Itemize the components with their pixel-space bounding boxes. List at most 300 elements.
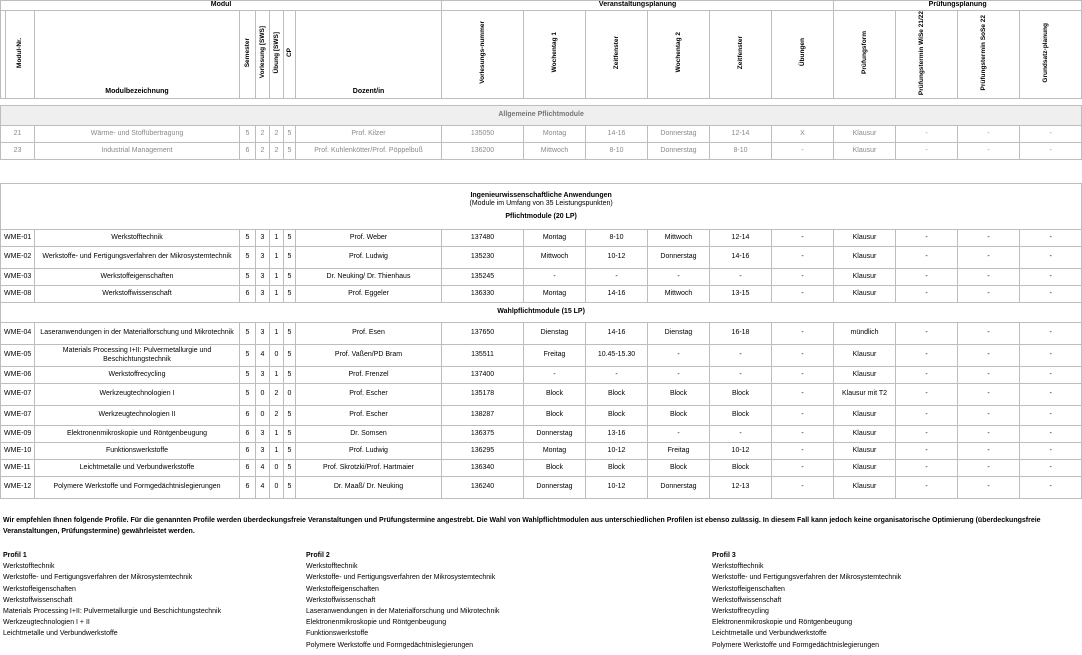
table-cell: -: [958, 126, 1020, 143]
table-cell: -: [896, 345, 958, 367]
table-cell: Prof. Weber: [296, 230, 442, 247]
table-cell: Montag: [524, 230, 586, 247]
table-cell: 2: [270, 143, 284, 160]
table-cell: -: [958, 426, 1020, 443]
table-cell: 136340: [442, 460, 524, 477]
table-cell: 14-16: [586, 126, 648, 143]
table-cell: Prof. Skrotzki/Prof. Hartmaier: [296, 460, 442, 477]
col-wochentag-2: Wochentag 2: [648, 10, 710, 99]
table-cell: 0: [256, 384, 270, 406]
table-cell: 135511: [442, 345, 524, 367]
table-cell: 5: [284, 426, 296, 443]
table-cell: -: [958, 247, 1020, 269]
table-cell: -: [896, 426, 958, 443]
profile-item: Werkstoffeigenschaften: [306, 585, 379, 593]
table-cell: WME-01: [1, 230, 35, 247]
table-cell: 1: [270, 230, 284, 247]
table-cell: Klausur: [834, 247, 896, 269]
profile-item: Werkstoffrecycling: [712, 608, 769, 616]
table-cell: Klausur: [834, 286, 896, 303]
table-cell: Block: [648, 384, 710, 406]
table-cell: Elektronenmikroskopie und Röntgenbeugung: [35, 426, 240, 443]
table-cell: 13-16: [586, 426, 648, 443]
table-cell: Block: [710, 460, 772, 477]
table-cell: -: [896, 323, 958, 345]
table-cell: -: [1020, 247, 1082, 269]
table-cell: WME-07: [1, 406, 35, 426]
table-cell: 2: [270, 384, 284, 406]
profile-1: [3, 550, 221, 640]
table-row: [1, 269, 1082, 286]
table-cell: -: [958, 406, 1020, 426]
table-cell: 5: [284, 286, 296, 303]
table-cell: 6: [240, 143, 256, 160]
table-row: [1, 460, 1082, 477]
table-cell: 0: [256, 406, 270, 426]
table-cell: 135050: [442, 126, 524, 143]
table-cell: -: [772, 345, 834, 367]
table-row: [1, 443, 1082, 460]
table-cell: 6: [240, 460, 256, 477]
table-cell: -: [648, 367, 710, 384]
table-cell: Block: [524, 406, 586, 426]
table-cell: Leichtmetalle und Verbundwerkstoffe: [35, 460, 240, 477]
table-cell: 10-12: [586, 247, 648, 269]
table-cell: Dienstag: [648, 323, 710, 345]
table-row: [1, 345, 1082, 367]
table-cell: -: [524, 367, 586, 384]
col-pruefungstermin-wise: Prüfungstermin WiSe 21/22: [896, 10, 958, 99]
table-cell: -: [1020, 477, 1082, 499]
table-cell: Klausur: [834, 345, 896, 367]
table-cell: Klausur: [834, 477, 896, 499]
table-cell: -: [1020, 126, 1082, 143]
table-cell: Prof. Escher: [296, 384, 442, 406]
table-cell: Werkstoffwissenschaft: [35, 286, 240, 303]
table-cell: 10-12: [710, 443, 772, 460]
table-cell: 5: [284, 443, 296, 460]
table-row: [1, 247, 1082, 269]
table-cell: -: [772, 323, 834, 345]
table-cell: 1: [270, 286, 284, 303]
table-cell: 13-15: [710, 286, 772, 303]
table-cell: 5: [240, 367, 256, 384]
table-cell: -: [648, 426, 710, 443]
col-pruefungstermin-sose: Prüfungstermin SoSe 22: [958, 10, 1020, 99]
pflicht-allgemein-table: [0, 105, 1082, 160]
table-cell: WME-10: [1, 443, 35, 460]
table-cell: Dienstag: [524, 323, 586, 345]
table-cell: 5: [284, 460, 296, 477]
profile-item: Werkstoffe- und Fertigungsverfahren der Mikrosystemtechnik: [306, 574, 496, 582]
table-cell: 5: [284, 126, 296, 143]
table-cell: Werkzeugtechnologien II: [35, 406, 240, 426]
table-cell: 5: [240, 345, 256, 367]
table-cell: 135230: [442, 247, 524, 269]
table-cell: 16-18: [710, 323, 772, 345]
table-cell: Montag: [524, 126, 586, 143]
table-cell: -: [958, 269, 1020, 286]
table-row: [1, 384, 1082, 406]
profile-item: Werkstofftechnik: [3, 563, 55, 571]
table-cell: -: [772, 230, 834, 247]
col-wochentag-1: Wochentag 1: [524, 10, 586, 99]
table-cell: WME-03: [1, 269, 35, 286]
col-vorlesungsnummer: Vorlesungs-nummer: [442, 10, 524, 99]
profile-item: Werkstoffwissenschaft: [3, 596, 73, 604]
table-cell: -: [958, 460, 1020, 477]
table-cell: 5: [284, 406, 296, 426]
table-cell: Donnerstag: [524, 426, 586, 443]
table-cell: Donnerstag: [524, 477, 586, 499]
ingenieur-table: [0, 183, 1082, 499]
table-cell: 0: [270, 477, 284, 499]
table-cell: -: [1020, 286, 1082, 303]
table-cell: -: [958, 384, 1020, 406]
table-cell: Klausur: [834, 126, 896, 143]
col-modulbezeichnung: Modulbezeichnung: [35, 10, 240, 99]
table-cell: 5: [240, 269, 256, 286]
table-cell: Block: [710, 406, 772, 426]
table-cell: 14-16: [710, 247, 772, 269]
table-cell: 12-14: [710, 126, 772, 143]
table-cell: Klausur: [834, 443, 896, 460]
table-cell: -: [772, 286, 834, 303]
table-cell: Klausur: [834, 426, 896, 443]
table-cell: -: [710, 269, 772, 286]
col-uebungen: Übungen: [772, 10, 834, 99]
table-cell: 136295: [442, 443, 524, 460]
section-title-ingenieur: [1, 184, 1082, 230]
table-cell: 3: [256, 367, 270, 384]
profile-item: Polymere Werkstoffe und Formgedächtnislegierungen: [306, 641, 474, 649]
notes: [3, 515, 1073, 537]
table-cell: 1: [270, 247, 284, 269]
table-cell: -: [772, 384, 834, 406]
profile-item: Materials Processing I+II: Pulvermetallurgie und Beschichtungstechnik: [3, 608, 222, 616]
table-cell: -: [896, 269, 958, 286]
col-pruefungsform: Prüfungsform: [834, 10, 896, 99]
table-cell: Prof. Esen: [296, 323, 442, 345]
profile-item: Laseranwendungen in der Materialforschung und Mikrotechnik: [306, 608, 500, 616]
table-cell: -: [896, 230, 958, 247]
profile-title: Profil 1: [3, 552, 27, 559]
table-cell: 8-10: [586, 143, 648, 160]
table-cell: 6: [240, 477, 256, 499]
pflicht-title: Pflichtmodule (20 LP): [505, 212, 577, 220]
col-uebung: Übung [SWS]: [270, 10, 284, 99]
table-cell: WME-02: [1, 247, 35, 269]
table-cell: 5: [284, 367, 296, 384]
table-cell: -: [958, 323, 1020, 345]
table-cell: 3: [256, 269, 270, 286]
table-cell: Dr. Maaß/ Dr. Neuking: [296, 477, 442, 499]
table-cell: -: [1020, 460, 1082, 477]
table-cell: Laseranwendungen in der Materialforschung und Mikrotechnik: [35, 323, 240, 345]
table-cell: -: [1020, 443, 1082, 460]
table-cell: Dr. Somsen: [296, 426, 442, 443]
profile-item: Werkstoffe- und Fertigungsverfahren der Mikrosystemtechnik: [712, 574, 902, 582]
table-cell: -: [958, 443, 1020, 460]
table-cell: -: [1020, 323, 1082, 345]
table-cell: 0: [284, 384, 296, 406]
table-cell: 136200: [442, 143, 524, 160]
table-cell: Klausur mit T2: [834, 384, 896, 406]
table-cell: WME-09: [1, 426, 35, 443]
table-cell: 6: [240, 406, 256, 426]
table-cell: WME-12: [1, 477, 35, 499]
table-cell: -: [896, 143, 958, 160]
table-cell: WME-11: [1, 460, 35, 477]
table-cell: 136375: [442, 426, 524, 443]
table-cell: Wärme- und Stoffübertragung: [35, 126, 240, 143]
table-cell: 5: [240, 247, 256, 269]
table-cell: -: [1020, 345, 1082, 367]
table-cell: Mittwoch: [648, 286, 710, 303]
table-cell: -: [772, 460, 834, 477]
profile-item: Werkstoffe- und Fertigungsverfahren der Mikrosystemtechnik: [3, 574, 193, 582]
table-cell: 2: [256, 126, 270, 143]
table-cell: Werkstoffeigenschaften: [35, 269, 240, 286]
table-cell: Prof. Kuhlenkötter/Prof. Pöppelbuß: [296, 143, 442, 160]
table-cell: Prof. Escher: [296, 406, 442, 426]
table-cell: -: [896, 126, 958, 143]
table-cell: Funktionswerkstoffe: [35, 443, 240, 460]
col-vorlesung: Vorlesung [SWS]: [256, 10, 270, 99]
table-cell: Block: [586, 406, 648, 426]
table-cell: 136330: [442, 286, 524, 303]
table-cell: 8-10: [710, 143, 772, 160]
table-cell: -: [896, 443, 958, 460]
profile-item: Werkstofftechnik: [712, 563, 764, 571]
group-veranstaltungsplanung: Veranstaltungsplanung: [442, 1, 834, 11]
table-cell: Mittwoch: [524, 143, 586, 160]
table-cell: -: [896, 477, 958, 499]
table-cell: Block: [648, 406, 710, 426]
table-cell: 10-12: [586, 443, 648, 460]
col-grundsatzplanung: Grundsatz-planung: [1020, 10, 1082, 99]
table-cell: WME-04: [1, 323, 35, 345]
table-cell: -: [710, 426, 772, 443]
table-cell: WME-07: [1, 384, 35, 406]
table-cell: 4: [256, 477, 270, 499]
table-cell: 1: [270, 426, 284, 443]
table-cell: -: [958, 477, 1020, 499]
table-row: [1, 367, 1082, 384]
table-cell: Block: [524, 460, 586, 477]
table-cell: -: [1020, 384, 1082, 406]
profile-title: Profil 3: [712, 552, 736, 559]
table-cell: -: [772, 443, 834, 460]
table-cell: Block: [648, 460, 710, 477]
table-cell: -: [1020, 143, 1082, 160]
table-cell: -: [958, 286, 1020, 303]
table-cell: -: [1020, 406, 1082, 426]
table-row: [1, 230, 1082, 247]
table-cell: 5: [284, 345, 296, 367]
table-cell: Werkstoffrecycling: [35, 367, 240, 384]
table-cell: Prof. Vaßen/PD Bram: [296, 345, 442, 367]
col-dozent: Dozent/in: [296, 10, 442, 99]
table-cell: -: [772, 426, 834, 443]
table-cell: -: [896, 406, 958, 426]
table-cell: 5: [240, 126, 256, 143]
table-cell: Werkstofftechnik: [35, 230, 240, 247]
table-cell: 3: [256, 286, 270, 303]
profile-item: Funktionswerkstoffe: [306, 630, 369, 638]
table-cell: 5: [284, 230, 296, 247]
table-cell: 3: [256, 443, 270, 460]
table-cell: Klausur: [834, 230, 896, 247]
table-cell: -: [648, 269, 710, 286]
table-cell: 14-16: [586, 323, 648, 345]
table-cell: 0: [270, 345, 284, 367]
table-cell: Block: [586, 384, 648, 406]
table-cell: 136240: [442, 477, 524, 499]
table-cell: Donnerstag: [648, 143, 710, 160]
table-row: [1, 286, 1082, 303]
table-cell: -: [958, 143, 1020, 160]
table-cell: mündlich: [834, 323, 896, 345]
table-cell: -: [772, 367, 834, 384]
table-cell: 1: [270, 443, 284, 460]
table-cell: -: [896, 367, 958, 384]
table-cell: 5: [284, 323, 296, 345]
profile-title: Profil 2: [306, 552, 330, 559]
table-cell: -: [1020, 367, 1082, 384]
table-cell: 2: [270, 406, 284, 426]
col-zeitfenster-1: Zeitfenster: [586, 10, 648, 99]
table-cell: WME-08: [1, 286, 35, 303]
table-cell: 5: [284, 269, 296, 286]
table-cell: 12-13: [710, 477, 772, 499]
table-cell: 21: [1, 126, 35, 143]
table-cell: 137480: [442, 230, 524, 247]
table-cell: -: [958, 230, 1020, 247]
table-cell: 6: [240, 286, 256, 303]
table-cell: X: [772, 126, 834, 143]
wahl-title: Wahlpflichtmodule (15 LP): [1, 303, 1082, 323]
profile-item: Werkstofftechnik: [306, 563, 358, 571]
table-cell: 3: [256, 323, 270, 345]
table-row: [1, 477, 1082, 499]
table-row: [1, 426, 1082, 443]
table-cell: 3: [256, 230, 270, 247]
table-cell: 4: [256, 345, 270, 367]
table-cell: -: [710, 367, 772, 384]
profile-3: [712, 550, 901, 651]
table-cell: Donnerstag: [648, 247, 710, 269]
table-cell: Polymere Werkstoffe und Formgedächtnislegierungen: [35, 477, 240, 499]
intro-text: Wir empfehlen Ihnen folgende Profile. Für die genannten Profile werden überdeckungsfreie Veranstaltungen und Prüfungstermine angestrebt. Die Wahl von Wahlpflichtmodulen aus unterschiedlichen Profilen ist ebenso zulässig. In diesem Fall kann jedoch keine organisatorische Optimierung (überdeckungsfreie Veranstaltungen, Prüfungstermine) gewährleistet werden.: [3, 517, 1041, 535]
table-cell: 137650: [442, 323, 524, 345]
table-cell: Materials Processing I+II: Pulvermetallurgie und Beschichtungstechnik: [35, 345, 240, 367]
profile-item: Elektronenmikroskopie und Röntgenbeugung: [712, 619, 853, 627]
table-cell: 5: [284, 143, 296, 160]
table-row: [1, 406, 1082, 426]
table-cell: 3: [256, 426, 270, 443]
table-cell: -: [896, 384, 958, 406]
table-cell: 23: [1, 143, 35, 160]
profile-item: Polymere Werkstoffe und Formgedächtnislegierungen: [712, 641, 880, 649]
table-cell: Mittwoch: [648, 230, 710, 247]
profile-item: Werkzeugtechnologien I + II: [3, 619, 90, 627]
table-cell: 135178: [442, 384, 524, 406]
profile-2: [306, 550, 499, 651]
table-cell: -: [896, 286, 958, 303]
table-cell: -: [896, 247, 958, 269]
table-cell: WME-06: [1, 367, 35, 384]
table-cell: 2: [256, 143, 270, 160]
section-title: Ingenieurwissenschaftliche Anwendungen: [470, 191, 612, 199]
table-cell: -: [1020, 269, 1082, 286]
section-subtitle: (Module im Umfang von 35 Leistungspunkten): [469, 200, 613, 208]
profile-item: Leichtmetalle und Verbundwerkstoffe: [712, 630, 827, 638]
table-cell: 5: [284, 247, 296, 269]
table-cell: WME-05: [1, 345, 35, 367]
col-modulnr: Modul-Nr.: [6, 10, 35, 99]
table-cell: 1: [270, 323, 284, 345]
table-cell: Klausur: [834, 460, 896, 477]
col-cp: CP: [284, 10, 296, 99]
table-cell: Klausur: [834, 367, 896, 384]
table-cell: 2: [270, 126, 284, 143]
table-cell: 14-16: [586, 286, 648, 303]
table-cell: -: [896, 460, 958, 477]
table-cell: Freitag: [648, 443, 710, 460]
header-table: [0, 0, 1082, 99]
table-cell: Werkzeugtechnologien I: [35, 384, 240, 406]
table-cell: 5: [284, 477, 296, 499]
profile-item: Werkstoffwissenschaft: [306, 596, 376, 604]
table-cell: Montag: [524, 443, 586, 460]
table-cell: Werkstoffe- und Fertigungsverfahren der Mikrosystemtechnik: [35, 247, 240, 269]
table-cell: -: [710, 345, 772, 367]
profile-item: Elektronenmikroskopie und Röntgenbeugung: [306, 619, 447, 627]
table-cell: 5: [240, 230, 256, 247]
table-cell: 5: [240, 384, 256, 406]
col-semester: Semester: [240, 10, 256, 99]
table-cell: 137400: [442, 367, 524, 384]
table-cell: Mittwoch: [524, 247, 586, 269]
table-cell: Donnerstag: [648, 126, 710, 143]
profile-item: Werkstoffeigenschaften: [3, 585, 76, 593]
table-cell: -: [958, 367, 1020, 384]
table-cell: 1: [270, 367, 284, 384]
table-cell: -: [586, 269, 648, 286]
table-cell: -: [772, 269, 834, 286]
table-cell: Dr. Neuking/ Dr. Thienhaus: [296, 269, 442, 286]
table-cell: 1: [270, 269, 284, 286]
group-modul: Modul: [1, 1, 442, 11]
table-cell: 5: [240, 323, 256, 345]
table-cell: 6: [240, 443, 256, 460]
table-cell: Montag: [524, 286, 586, 303]
table-cell: -: [648, 345, 710, 367]
table-cell: 6: [240, 426, 256, 443]
table-cell: 135245: [442, 269, 524, 286]
table-cell: Block: [710, 384, 772, 406]
profile-item: Werkstoffwissenschaft: [712, 596, 782, 604]
table-cell: Freitag: [524, 345, 586, 367]
table-cell: Klausur: [834, 143, 896, 160]
table-cell: 8-10: [586, 230, 648, 247]
table-cell: Klausur: [834, 406, 896, 426]
table-cell: 10.45-15.30: [586, 345, 648, 367]
table-cell: Industrial Management: [35, 143, 240, 160]
table-cell: Donnerstag: [648, 477, 710, 499]
table-cell: Prof. Frenzel: [296, 367, 442, 384]
